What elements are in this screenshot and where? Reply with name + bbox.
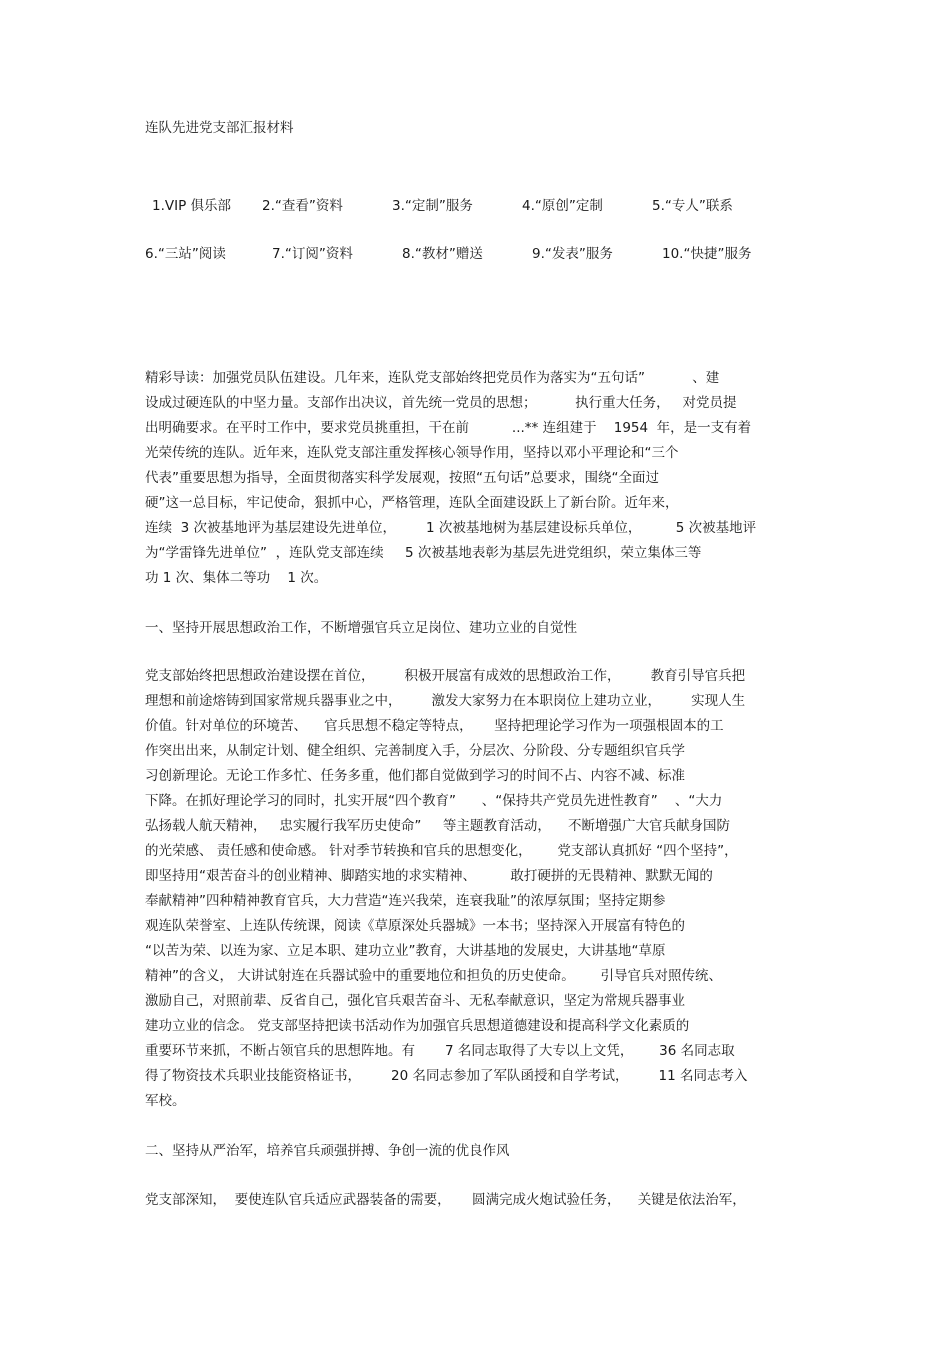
paragraph-line: 党支部始终把思想政治建设摆在首位， 积极开展富有成效的思想政治工作， 教育引导官兵把 [145, 668, 746, 684]
paragraph-line: 精彩导读：加强党员队伍建设。几年来，连队党支部始终把党员作为落实为“五句话” 、建 [145, 370, 720, 386]
paragraph-line: 奉献精神”四种精神教育官兵，大力营造“连兴我荣，连衰我耻”的浓厚氛围；坚持定期参 [145, 893, 666, 909]
nav-item-original[interactable]: 4.“原创”定制 [522, 198, 603, 214]
paragraph-line: 弘扬载人航天精神， 忠实履行我军历史使命” 等主题教育活动， 不断增强广大官兵献身国防 [145, 818, 730, 834]
paragraph-line: 观连队荣誉室、上连队传统课，阅读《草原深处兵器城》一本书；坚持深入开展富有特色的 [145, 918, 685, 934]
paragraph-line: 设成过硬连队的中坚力量。支部作出决议，首先统一党员的思想； 执行重大任务， 对党员提 [145, 395, 737, 411]
nav-item-vip[interactable]: 1.VIP 俱乐部 [152, 198, 232, 214]
paragraph-line: 下降。在抓好理论学习的同时，扎实开展“四个教育” 、“保持共产党员先进性教育” 、“大力 [145, 793, 723, 809]
nav-item-read[interactable]: 6.“三站”阅读 [145, 246, 226, 262]
paragraph-line: 重要环节来抓，不断占领官兵的思想阵地。有 7 名同志取得了大专以上文凭， 36 名同志取 [145, 1043, 735, 1059]
paragraph-line: 军校。 [145, 1093, 186, 1109]
paragraph-line: 习创新理论。无论工作多忙、任务多重，他们都自觉做到学习的时间不占、内容不减、标准 [145, 768, 685, 784]
paragraph-line: 价值。针对单位的环境苦、 官兵思想不稳定等特点， 坚持把理论学习作为一项强根固本的工 [145, 718, 724, 734]
paragraph-line: 光荣传统的连队。近年来，连队党支部注重发挥核心领导作用，坚持以邓小平理论和“三个 [145, 445, 679, 461]
section-heading-2: 二、坚持从严治军，培养官兵顽强拼搏、争创一流的优良作风 [145, 1143, 510, 1159]
paragraph-line: 硬”这一总目标，牢记使命，狠抓中心，严格管理，连队全面建设跃上了新台阶。近年来， [145, 495, 679, 511]
paragraph-line: 激励自己，对照前辈、反省自己，强化官兵艰苦奋斗、无私奉献意识，坚定为常规兵器事业 [145, 993, 685, 1009]
paragraph-line: 代表”重要思想为指导，全面贯彻落实科学发展观，按照“五句话”总要求，围绕“全面过 [145, 470, 659, 486]
nav-item-view[interactable]: 2.“查看”资料 [262, 198, 343, 214]
paragraph-line: 党支部深知， 要使连队官兵适应武器装备的需要， 圆满完成火炮试验任务， 关键是依法治军， [145, 1192, 746, 1208]
paragraph-line: 即坚持用“艰苦奋斗的创业精神、脚踏实地的求实精神、 敢打硬拼的无畏精神、默默无闻的 [145, 868, 713, 884]
paragraph-line: 理想和前途熔铸到国家常规兵器事业之中， 激发大家努力在本职岗位上建功立业， 实现人生 [145, 693, 746, 709]
paragraph-line: “以苦为荣、以连为家、立足本职、建功立业”教育，大讲基地的发展史，大讲基地“草原 [145, 943, 666, 959]
paragraph-line: 精神”的含义， 大讲试射连在兵器试验中的重要地位和担负的历史使命。 引导官兵对照传统、 [145, 968, 723, 984]
paragraph-line: 出明确要求。在平时工作中，要求党员挑重担，干在前 ...** 连组建于 1954 年，是一支有着 [145, 420, 752, 436]
document-title: 连队先进党支部汇报材料 [145, 120, 294, 136]
paragraph-line: 为“学雷锋先进单位” ，连队党支部连续 5 次被基地表彰为基层先进党组织，荣立集体三等 [145, 545, 702, 561]
section-heading-1: 一、坚持开展思想政治工作，不断增强官兵立足岗位、建功立业的自觉性 [145, 620, 577, 636]
paragraph-line: 得了物资技术兵职业技能资格证书， 20 名同志参加了军队函授和自学考试， 11 名同志考入 [145, 1068, 748, 1084]
nav-item-textbook[interactable]: 8.“教材”赠送 [402, 246, 483, 262]
nav-item-subscribe[interactable]: 7.“订阅”资料 [272, 246, 353, 262]
paragraph-line: 功 1 次、集体二等功 1 次。 [145, 570, 328, 586]
nav-item-publish[interactable]: 9.“发表”服务 [532, 246, 613, 262]
paragraph-line: 作突出出来，从制定计划、健全组织、完善制度入手，分层次、分阶段、分专题组织官兵学 [145, 743, 685, 759]
nav-item-custom[interactable]: 3.“定制”服务 [392, 198, 473, 214]
nav-item-fast[interactable]: 10.“快捷”服务 [662, 246, 752, 262]
paragraph-line: 连续 3 次被基地评为基层建设先进单位， 1 次被基地树为基层建设标兵单位， 5 次被基地评 [145, 520, 757, 536]
paragraph-line: 的光荣感、 责任感和使命感。 针对季节转换和官兵的思想变化， 党支部认真抓好 “四个坚持”， [145, 843, 738, 859]
paragraph-line: 建功立业的信念。 党支部坚持把读书活动作为加强官兵思想道德建设和提高科学文化素质的 [145, 1018, 690, 1034]
nav-item-contact[interactable]: 5.“专人”联系 [652, 198, 733, 214]
